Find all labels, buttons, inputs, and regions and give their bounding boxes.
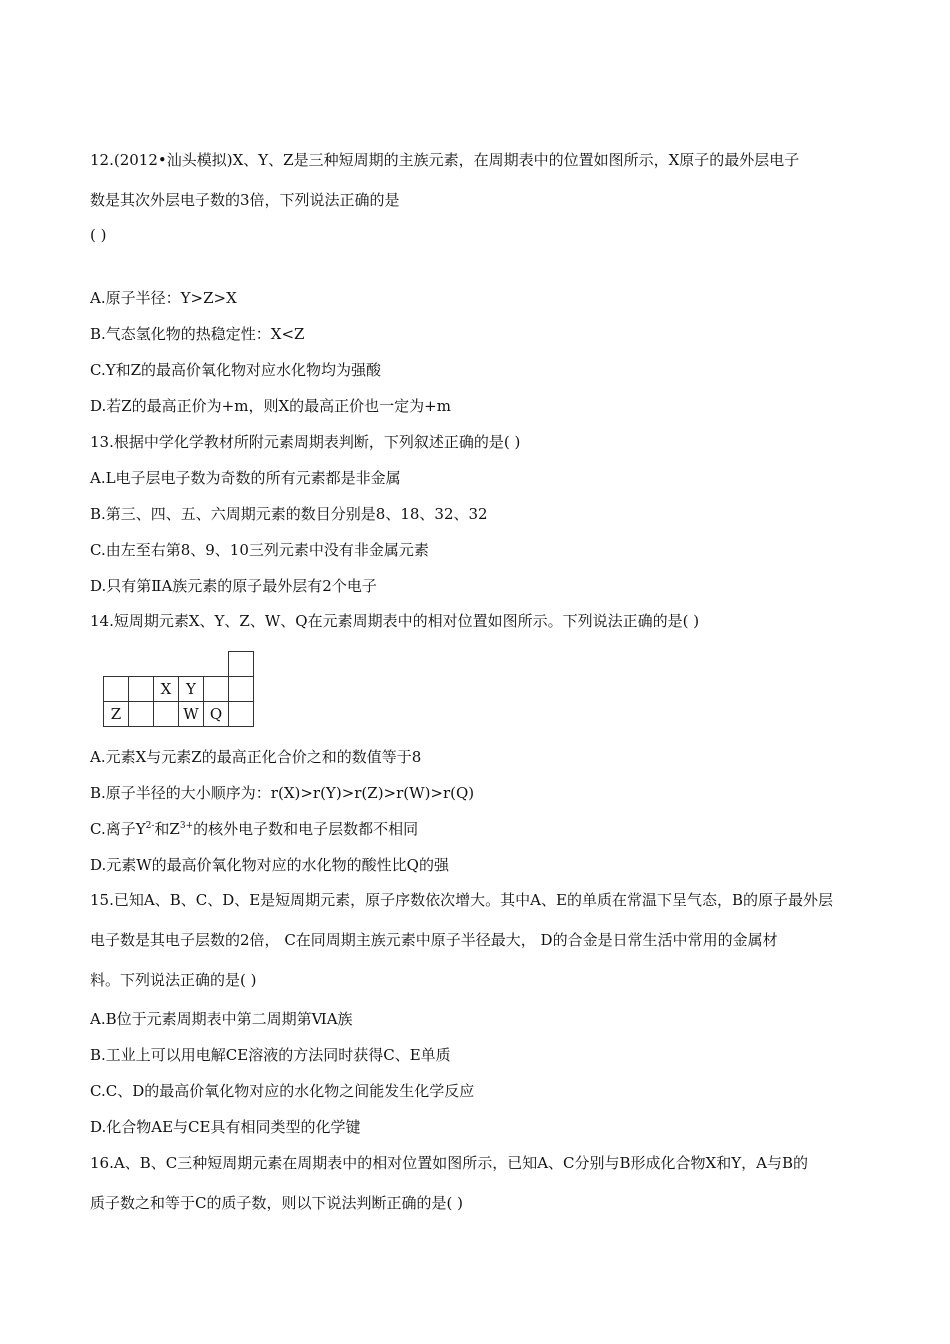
table-cell <box>229 702 254 727</box>
q14-option-b: B.原子半径的大小顺序为：r(X)>r(Y)>r(Z)>r(W)>r(Q) <box>90 784 475 802</box>
q15-option-a: A.B位于元素周期表中第二周期第ⅥA族 <box>90 1010 353 1028</box>
q12-option-d: D.若Z的最高正价为+m，则X的最高正价也一定为+m <box>90 397 451 415</box>
table-cell <box>129 677 154 702</box>
q15-stem-line1: 15.已知A、B、C、D、E是短周期元素，原子序数依次增大。其中A、E的单质在常温下呈气态，B的原子最外层 <box>90 891 833 909</box>
table-cell: Z <box>104 702 129 727</box>
q14-periodic-table <box>103 651 254 727</box>
q13-option-d: D.只有第ⅡA族元素的原子最外层有2个电子 <box>90 577 377 595</box>
table-cell <box>204 677 229 702</box>
q14-stem: 14.短周期元素X、Y、Z、W、Q在元素周期表中的相对位置如图所示。下列说法正确的是( ) <box>90 612 700 630</box>
q12-option-b: B.气态氢化物的热稳定性：X<Z <box>90 325 305 343</box>
table-row <box>104 677 254 702</box>
q16-stem-line2: 质子数之和等于C的质子数，则以下说法判断正确的是( ) <box>90 1194 463 1212</box>
table-row <box>104 702 254 727</box>
q15-option-d: D.化合物AE与CE具有相同类型的化学键 <box>90 1118 361 1136</box>
q14-option-a: A.元素X与元素Z的最高正化合价之和的数值等于8 <box>90 748 422 766</box>
q12-option-c: C.Y和Z的最高价氧化物对应水化物均为强酸 <box>90 361 382 379</box>
q14-option-d: D.元素W的最高价氧化物对应的水化物的酸性比Q的强 <box>90 856 449 874</box>
q13-option-a: A.L电子层电子数为奇数的所有元素都是非金属 <box>90 469 401 487</box>
q15-option-c: C.C、D的最高价氧化物对应的水化物之间能发生化学反应 <box>90 1082 475 1100</box>
q13-option-b: B.第三、四、五、六周期元素的数目分别是8、18、32、32 <box>90 505 488 523</box>
q12-stem-line1: 12.(2012•汕头模拟)X、Y、Z是三种短周期的主族元素，在周期表中的位置如图所示，X原子的最外层电子 <box>90 151 800 169</box>
q12-stem-line2: 数是其次外层电子数的3倍，下列说法正确的是 <box>90 191 400 209</box>
table-cell: W <box>179 702 204 727</box>
table-cell: X <box>154 677 179 702</box>
q15-stem-line3: 料。下列说法正确的是( ) <box>90 971 257 989</box>
q12-option-a: A.原子半径：Y>Z>X <box>90 289 237 307</box>
table-cell: Q <box>204 702 229 727</box>
q15-option-b: B.工业上可以用电解CE溶液的方法同时获得C、E单质 <box>90 1046 451 1064</box>
table-row <box>104 652 254 677</box>
table-cell <box>129 702 154 727</box>
table-cell: Y <box>179 677 204 702</box>
q16-stem-line1: 16.A、B、C三种短周期元素在周期表中的相对位置如图所示，已知A、C分别与B形成化合物X和Y，A与B的 <box>90 1154 808 1172</box>
q12-answer-blank: ( ) <box>90 226 107 244</box>
q14-option-c: C.离子$Y^{2-}$和$Z^{3+}$的核外电子数和电子层数都不相同 <box>90 820 419 838</box>
table-cell <box>104 677 129 702</box>
q13-option-c: C.由左至右第8、9、10三列元素中没有非金属元素 <box>90 541 429 559</box>
table-cell <box>229 652 254 677</box>
table-cell <box>229 677 254 702</box>
table-cell <box>154 702 179 727</box>
q13-stem: 13.根据中学化学教材所附元素周期表判断，下列叙述正确的是( ) <box>90 433 521 451</box>
q15-stem-line2: 电子数是其电子层数的2倍， C在同周期主族元素中原子半径最大， D的合金是日常生活中常用的金属材 <box>90 931 778 949</box>
